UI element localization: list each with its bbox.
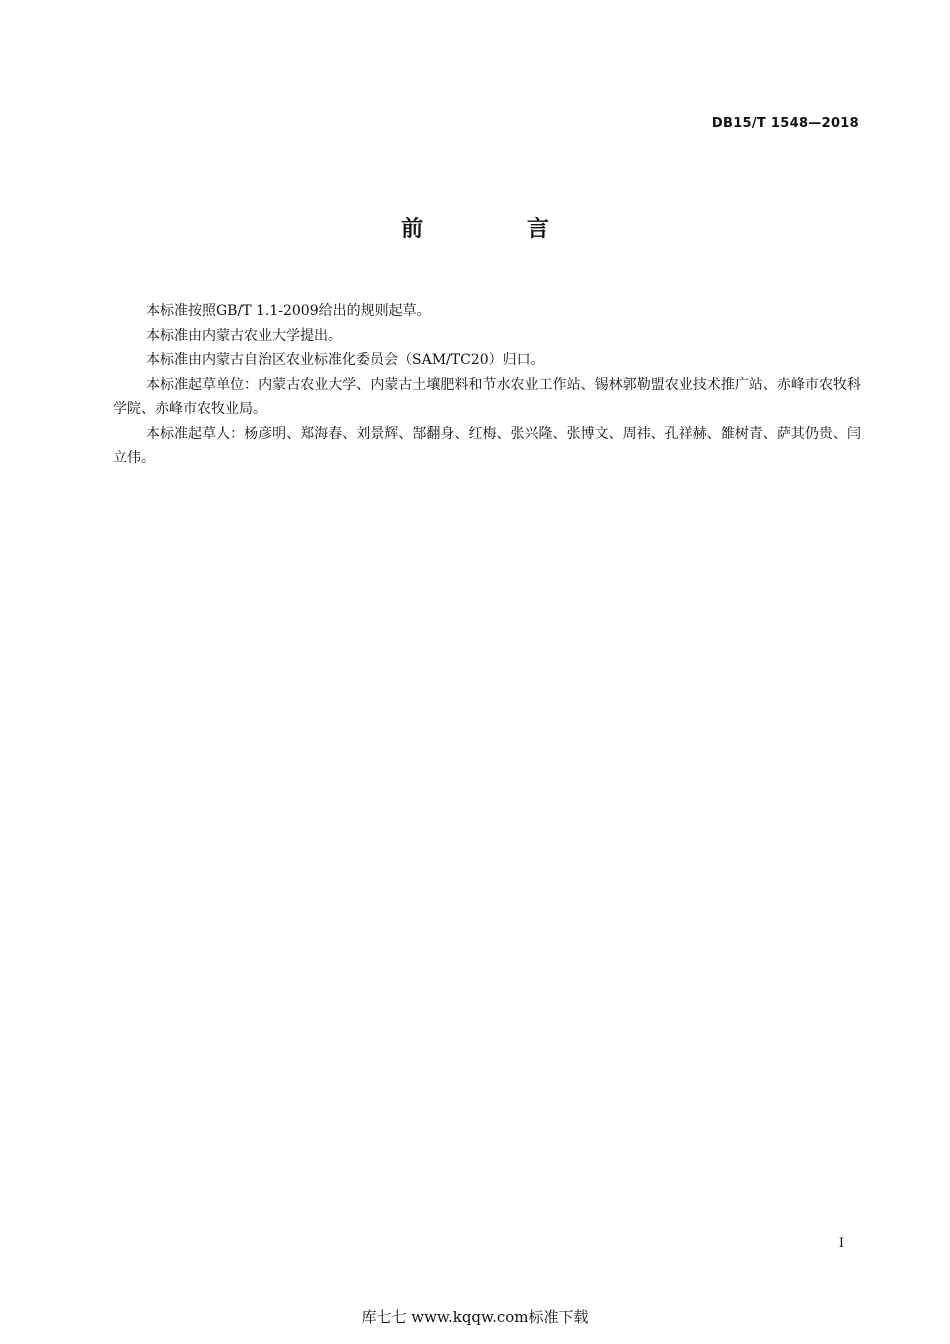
standard-number: DB15/T 1548—2018: [711, 116, 859, 131]
paragraph-committee: 本标准由内蒙古自治区农业标准化委员会（SAM/TC20）归口。: [146, 352, 545, 368]
foreword-body: [113, 299, 861, 471]
page-number: I: [838, 1236, 844, 1251]
footer-watermark: 库七七 www.kqqw.com标准下载: [361, 1308, 589, 1326]
paragraph-drafting-units: 本标准起草单位：内蒙古农业大学、内蒙古土壤肥料和节水农业工作站、锡林郭勒盟农业技术推广站、赤峰市农牧科学院、赤峰市农牧业局。: [113, 376, 861, 417]
page-title: 前 言: [401, 217, 597, 242]
paragraph-drafting-rules: 本标准按照GB/T 1.1-2009给出的规则起草。: [146, 303, 431, 319]
paragraph-drafters: 本标准起草人：杨彦明、郑海春、刘景辉、郜翻身、红梅、张兴隆、张博文、周祎、孔祥赫、雒树青、萨其仍贵、闫立伟。: [113, 425, 861, 466]
paragraph-proposer: 本标准由内蒙古农业大学提出。: [146, 327, 342, 344]
